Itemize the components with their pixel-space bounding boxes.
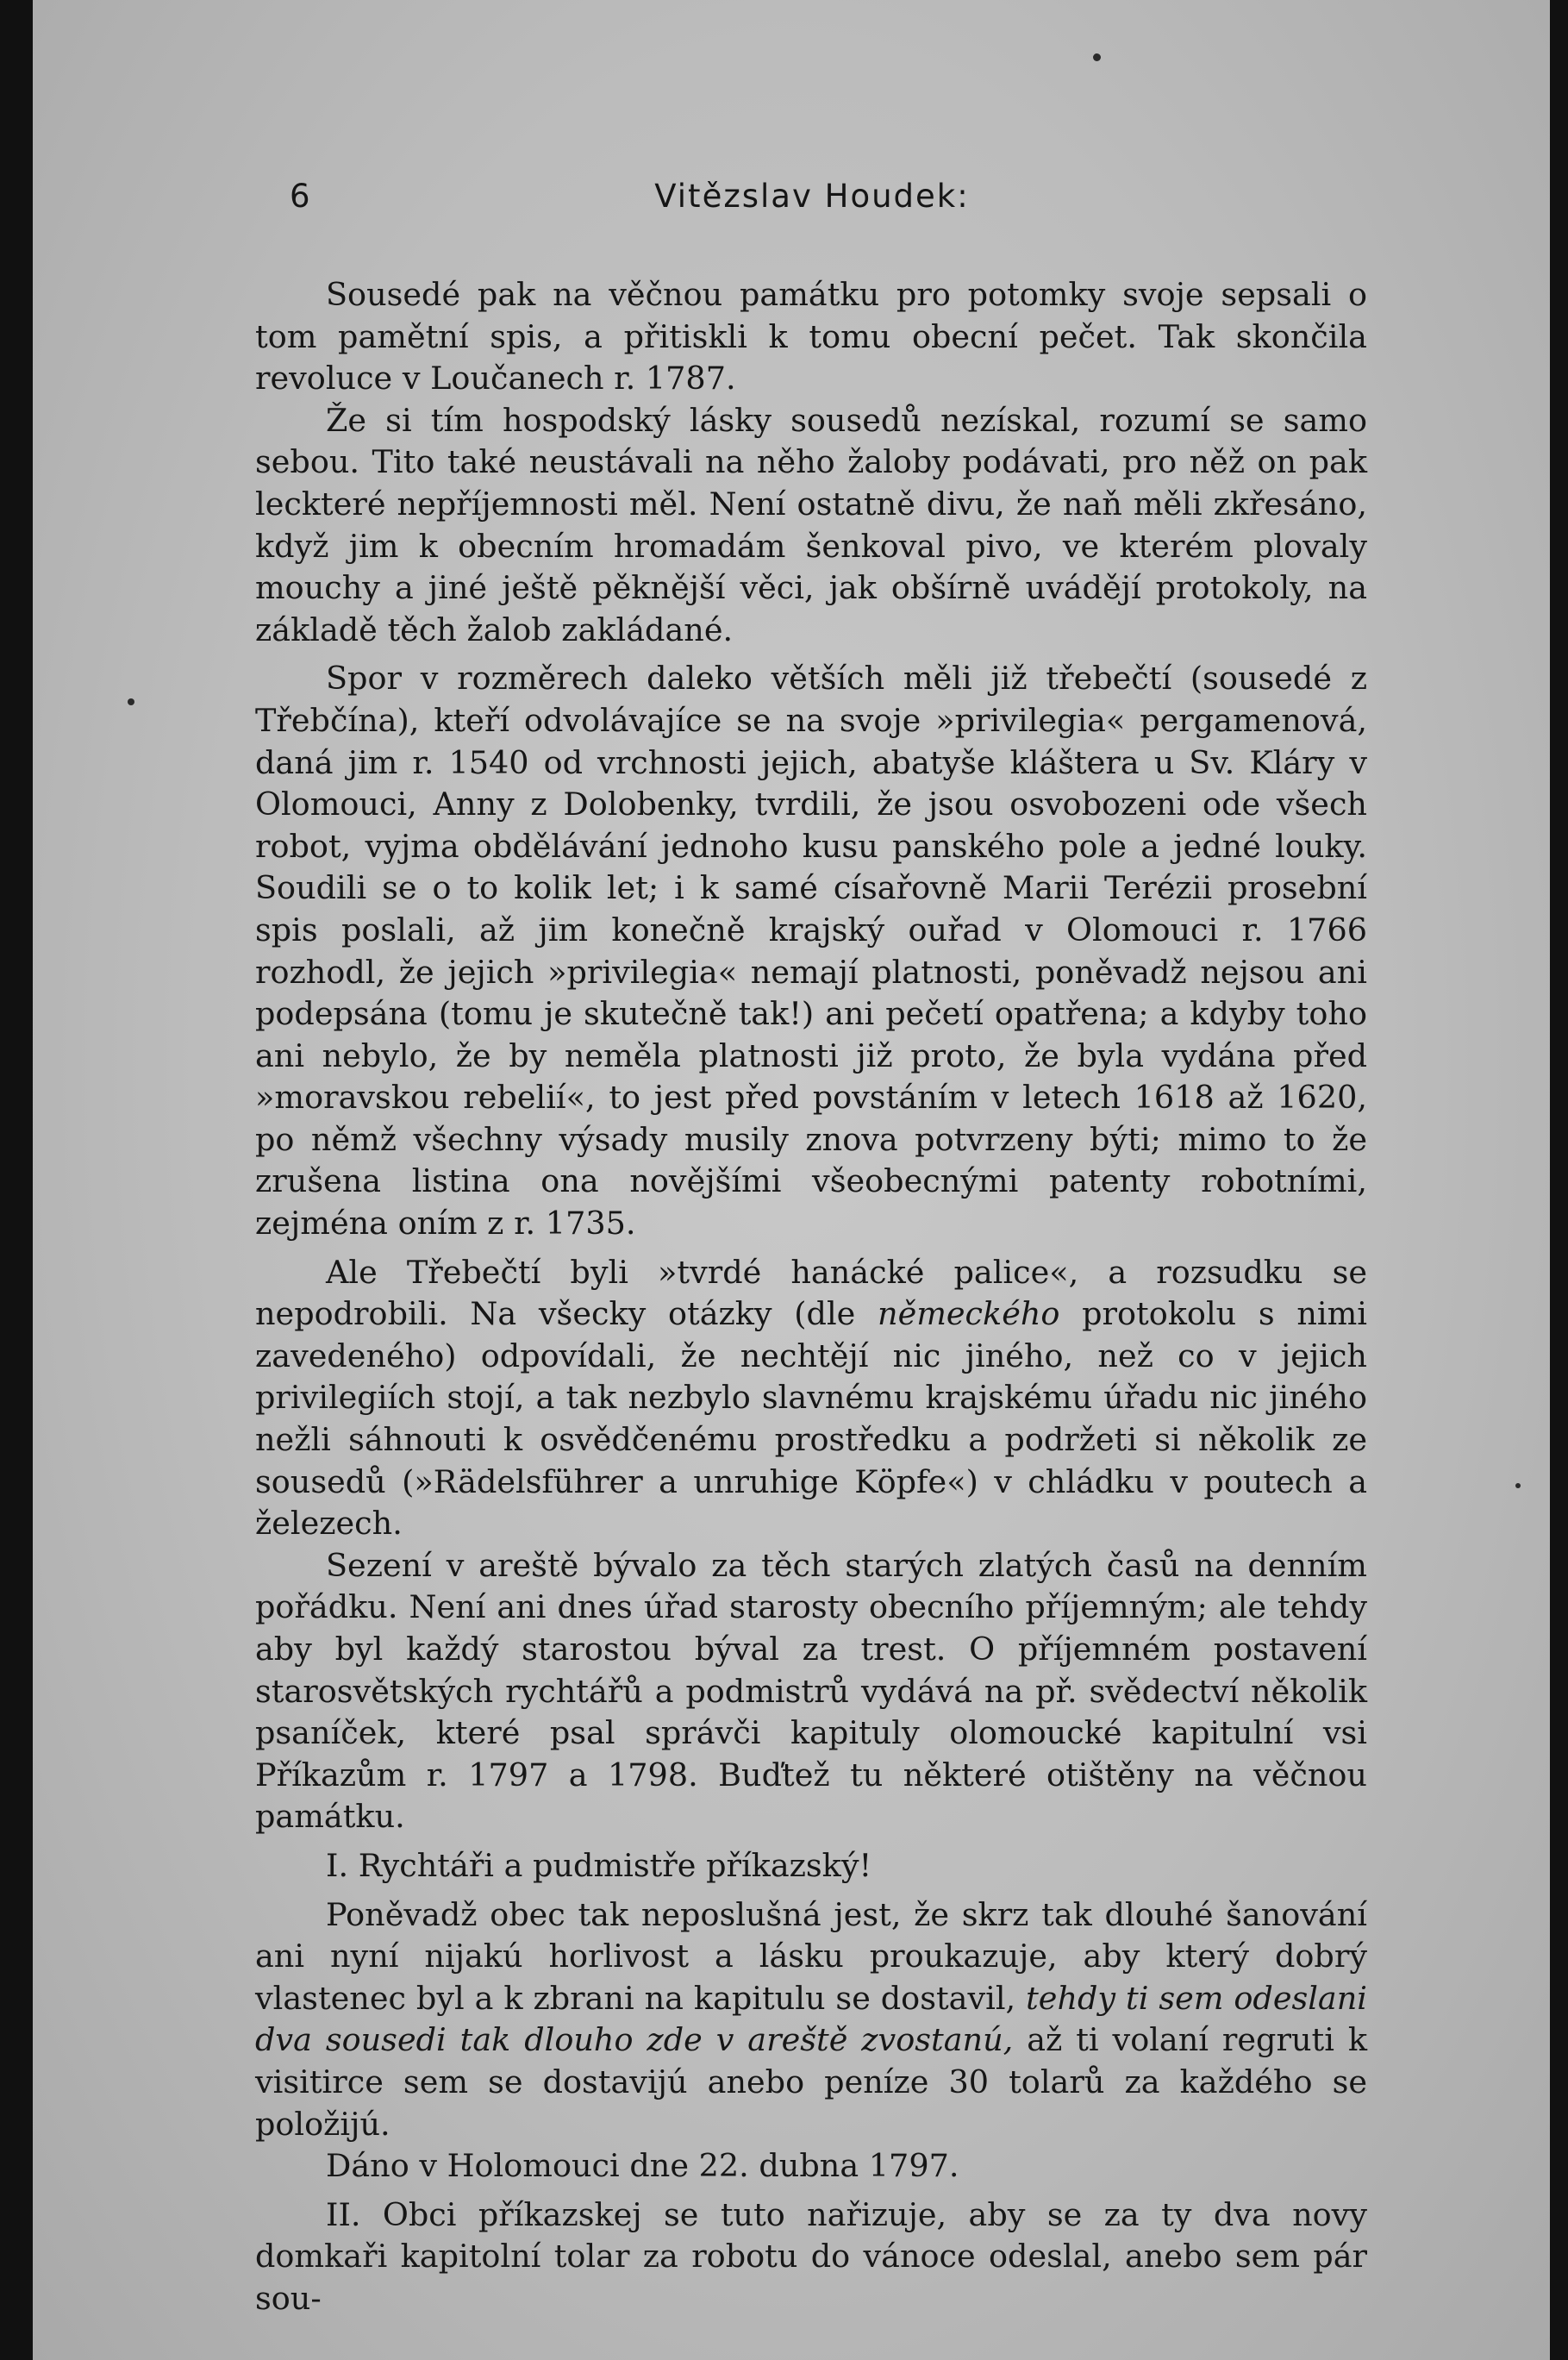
ink-speck (1515, 1483, 1521, 1488)
paragraph: Sezení v areště bývalo za těch starých zlatých časů na denním pořádku. Není ani dnes úřad starosty obecního příjemným; ale tehdy aby byl každý starostou býval za trest. O příjemném postavení starosvětských rychtářů a podmistrů vydává na př. svědectví několik psaníček, které psal správči kapituly olomoucké kapitulní vsi Příkazům r. 1797 a 1798. Buďtež tu některé otištěny na věčnou památku. (255, 1546, 1367, 1836)
date-line: Dáno v Holomouci dne 22. dubna 1797. (326, 2147, 959, 2185)
running-title: Vitězslav Houdek: (654, 178, 970, 215)
text-run: Ale Třebečtí byli »tvrdé hanácké palice«, a rozsudku se nepodrobili. Na všecky otázky (dle (255, 1253, 1367, 1333)
italic-run: německého (878, 1295, 1060, 1333)
body-text (255, 274, 1367, 2320)
ink-speck (128, 698, 134, 705)
ink-speck (1093, 53, 1101, 61)
paragraph: II. Obci příkazskej se tuto nařizuje, aby se za ty dva novy domkaři kapitolní tolar za robotu do vánoce odeslal, anebo sem pár sou- (255, 2195, 1367, 2317)
paragraph: Sousedé pak na věčnou památku pro potomky svoje sepsali o tom pamětní spis, a přitiskli k tomu obecní pečet. Tak skončila revoluce v Loučanech r. 1787. (255, 276, 1367, 398)
letter-heading: I. Rychtáři a pudmistře příkazský! (326, 1846, 872, 1884)
page-header (255, 172, 1369, 224)
page-number: 6 (290, 178, 310, 215)
text-run: až ti volaní regruti k visitirce sem se dostavijú anebo peníze 30 tolarů za každého se položijú. (255, 2021, 1367, 2143)
italic-run: tehdy ti sem odeslani dva sousedi tak dlouho zde v areště zvostanú, (255, 1979, 1367, 2059)
paragraph (255, 1894, 1367, 2146)
text-run: protokolu s nimi zavedeného) odpovídali, že nechtějí nic jiného, než co v jejich privilegiích stojí, a tak nezbylo slavnému krajskému úřadu nic jiného nežli sáhnouti k osvědčenému prostředku a podržeti si několik ze sousedů (»Rädelsführer a unruhige Köpfe«) v chládku v poutech a železech. (255, 1295, 1367, 1543)
text-run: Poněvadž obec tak neposlušná jest, že skrz tak dlouhé šanování ani nyní nijakú horlivost a lásku proukazuje, aby který dobrý vlastenec byl a k zbrani na kapitulu se dostavil, (255, 1895, 1367, 2017)
paragraph (255, 1252, 1367, 1545)
book-page (33, 0, 1550, 2360)
paragraph: Že si tím hospodský lásky sousedů nezískal, rozumí se samo sebou. Tito také neustávali na něho žaloby podávati, pro něž on pak leckteré nepříjemnosti měl. Není ostatně divu, že naň měli zkřesáno, když jim k obecním hromadám šenkoval pivo, ve kterém plovaly mouchy a jiné ještě pěknější věci, jak obšírně uvádějí protokoly, na základě těch žalob zakládané. (255, 401, 1367, 648)
paragraph: Spor v rozměrech daleko větších měli již třebečtí (sousedé z Třebčína), kteří odvolávajíce se na svoje »privilegia« pergamenová, daná jim r. 1540 od vrchnosti jejich, abatyše kláštera u Sv. Kláry v Olomouci, Anny z Dolobenky, tvrdili, že jsou osvobozeni ode všech robot, vyjma obdělávání jednoho kusu panského pole a jedné louky. Soudili se o to kolik let; i k samé císařovně Marii Terézii prosební spis poslali, až jim konečně krajský ouřad v Olomouci r. 1766 rozhodl, že jejich »privilegia« nemají platnosti, poněvadž nejsou ani podepsána (tomu je skutečně tak!) ani pečetí opatřena; a kdyby toho ani nebylo, že by neměla platnosti již proto, že byla vydána před »moravskou rebelií«, to jest před povstáním v letech 1618 až 1620, po němž všechny výsady musily znova potvrzeny býti; mimo to že zrušena listina ona novějšími všeobecnými patenty robotními, zejména oním z r. 1735. (255, 660, 1367, 1243)
